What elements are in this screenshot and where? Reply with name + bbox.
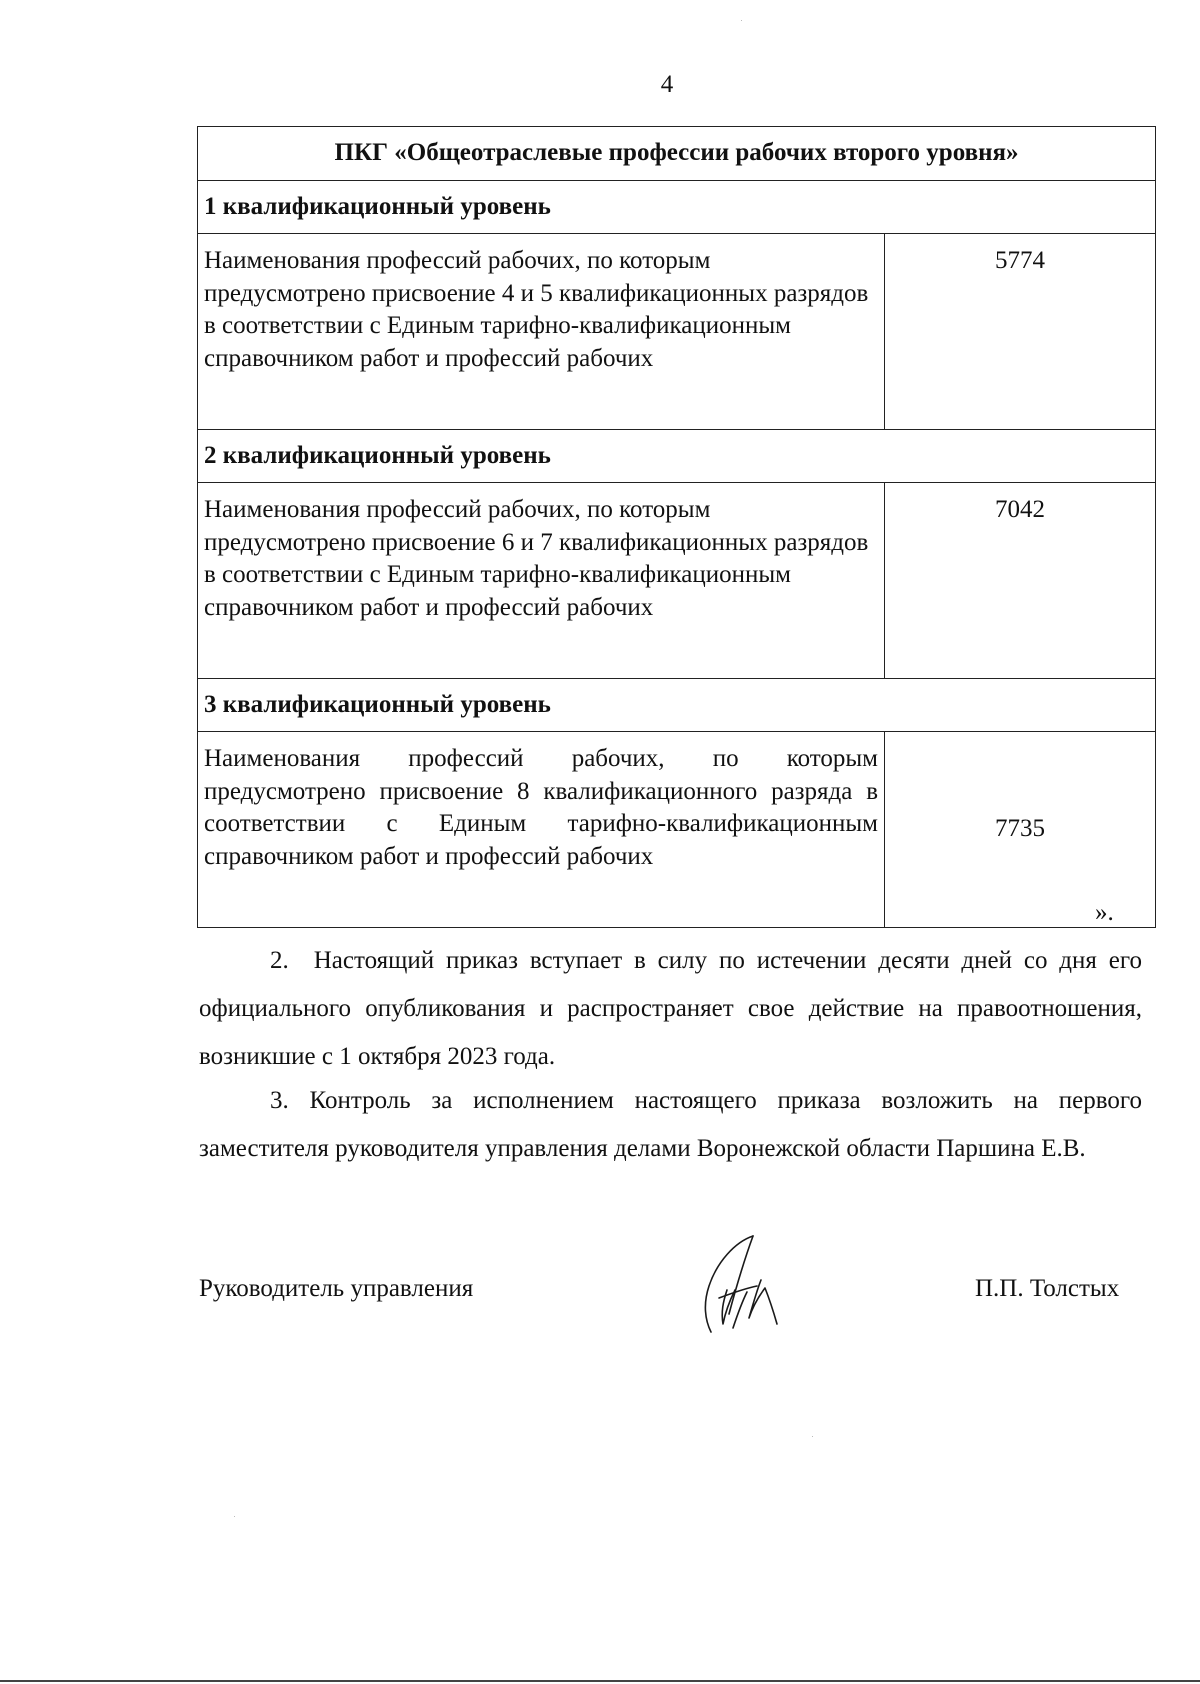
level-heading: 3 квалификационный уровень: [198, 679, 1156, 732]
level-description: Наименования профессий рабочих, по которым предусмотрено присвоение 8 квалификационного разряда в соответствии с Единым тарифно-квалификационным справочником работ и профессий рабочих: [198, 732, 885, 928]
page-number: 4: [660, 71, 674, 98]
page-bottom-rule: [0, 1680, 1200, 1682]
table-row: [198, 483, 1156, 679]
level-description: Наименования профессий рабочих, по которым предусмотрено присвоение 6 и 7 квалификационных разрядов в соответствии с Единым тарифно-квалификационным справочником работ и профессий рабочих: [198, 483, 885, 679]
paragraph-effective-date: 2. Настоящий приказ вступает в силу по истечении десяти дней со дня его официального опубликования и распространяет свое действие на правоотношения, возникшие с 1 октября 2023 года.: [199, 947, 1142, 1070]
signatory-position: Руководитель управления: [199, 1275, 474, 1302]
scan-speck: [234, 1516, 235, 1517]
salary-table: [197, 126, 1156, 928]
table-title-row: [198, 127, 1156, 181]
scan-speck: [812, 1436, 813, 1437]
level-heading: 1 квалификационный уровень: [198, 181, 1156, 234]
level-heading-row: [198, 430, 1156, 483]
level-heading-row: [198, 181, 1156, 234]
level-heading-row: [198, 679, 1156, 732]
level-heading: 2 квалификационный уровень: [198, 430, 1156, 483]
level-salary-value: 7735: [885, 732, 1156, 928]
table-row: [198, 234, 1156, 430]
signature-icon: [695, 1228, 790, 1338]
signatory-name: П.П. Толстых: [975, 1275, 1120, 1302]
scan-speck: [741, 20, 742, 21]
level-salary-value: 7042: [885, 483, 1156, 679]
table-row: [198, 732, 1156, 928]
level-description: Наименования профессий рабочих, по которым предусмотрено присвоение 4 и 5 квалификационных разрядов в соответствии с Единым тарифно-квалификационным справочником работ и профессий рабочих: [198, 234, 885, 430]
table-title: ПКГ «Общеотраслевые профессии рабочих второго уровня»: [198, 127, 1156, 181]
closing-quote: ».: [1095, 899, 1114, 926]
paragraph-control: 3. Контроль за исполнением настоящего приказа возложить на первого заместителя руководителя управления делами Воронежской области Паршина Е.В.: [199, 1087, 1142, 1162]
level-salary-value: 5774: [885, 234, 1156, 430]
